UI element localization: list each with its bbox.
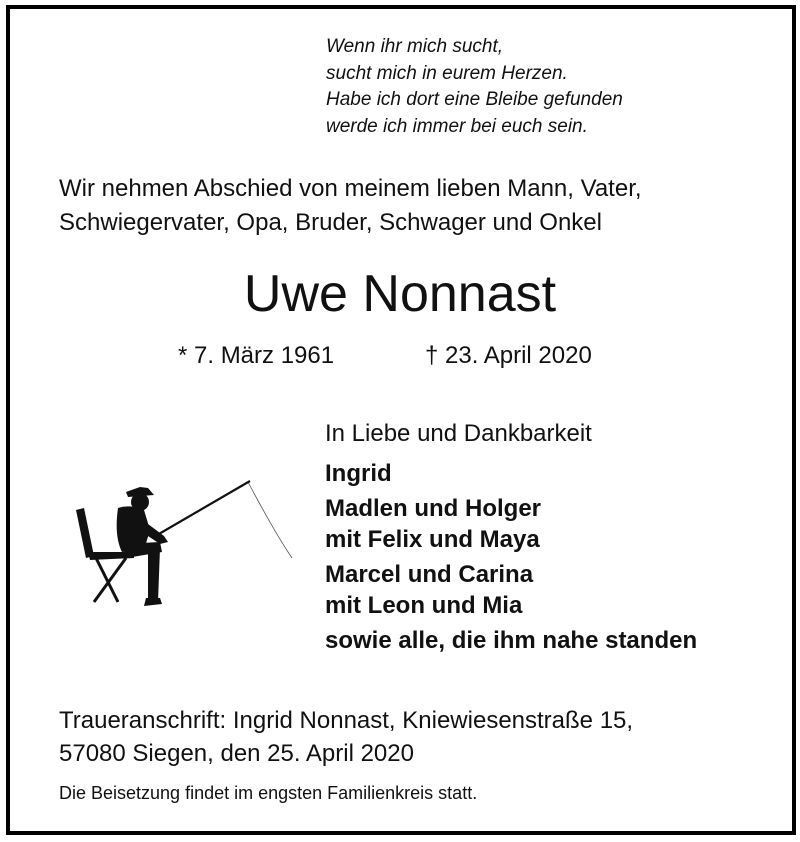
birth-date: * 7. März 1961	[178, 342, 335, 369]
address-line: 57080 Siegen, den 25. April 2020	[59, 740, 414, 767]
family-spouse: Ingrid	[325, 460, 392, 487]
family-others: sowie alle, die ihm nahe standen	[325, 627, 698, 654]
poem-line: Wenn ihr mich sucht,	[326, 36, 504, 57]
intro-line: Wir nehmen Abschied von meinem lieben Mann, Vater,	[59, 175, 642, 202]
family-child: Marcel und Carina	[325, 561, 534, 588]
family-grandchildren: mit Felix und Maya	[325, 526, 540, 553]
address-line: Traueranschrift: Ingrid Nonnast, Kniewiesenstraße 15,	[59, 707, 634, 734]
family-child: Madlen und Holger	[325, 495, 541, 522]
intro-text	[59, 172, 642, 240]
poem-line: sucht mich in eurem Herzen.	[326, 62, 568, 84]
poem-line: Habe ich dort eine Bleibe gefunden	[326, 89, 623, 110]
fisherman-silhouette-icon	[70, 478, 300, 618]
intro-line: Schwiegervater, Opa, Bruder, Schwager und Onkel	[59, 209, 602, 236]
poem-line: werde ich immer bei euch sein.	[326, 115, 588, 137]
death-date: † 23. April 2020	[425, 342, 592, 369]
closing-phrase: In Liebe und Dankbarkeit	[325, 420, 592, 447]
family-list	[325, 458, 697, 656]
burial-note: Die Beisetzung findet im engsten Familienkreis statt.	[59, 783, 478, 803]
family-grandchildren: mit Leon und Mia	[325, 592, 523, 619]
poem	[326, 34, 623, 140]
deceased-name: Uwe Nonnast	[243, 265, 557, 323]
mourning-address	[59, 704, 633, 770]
